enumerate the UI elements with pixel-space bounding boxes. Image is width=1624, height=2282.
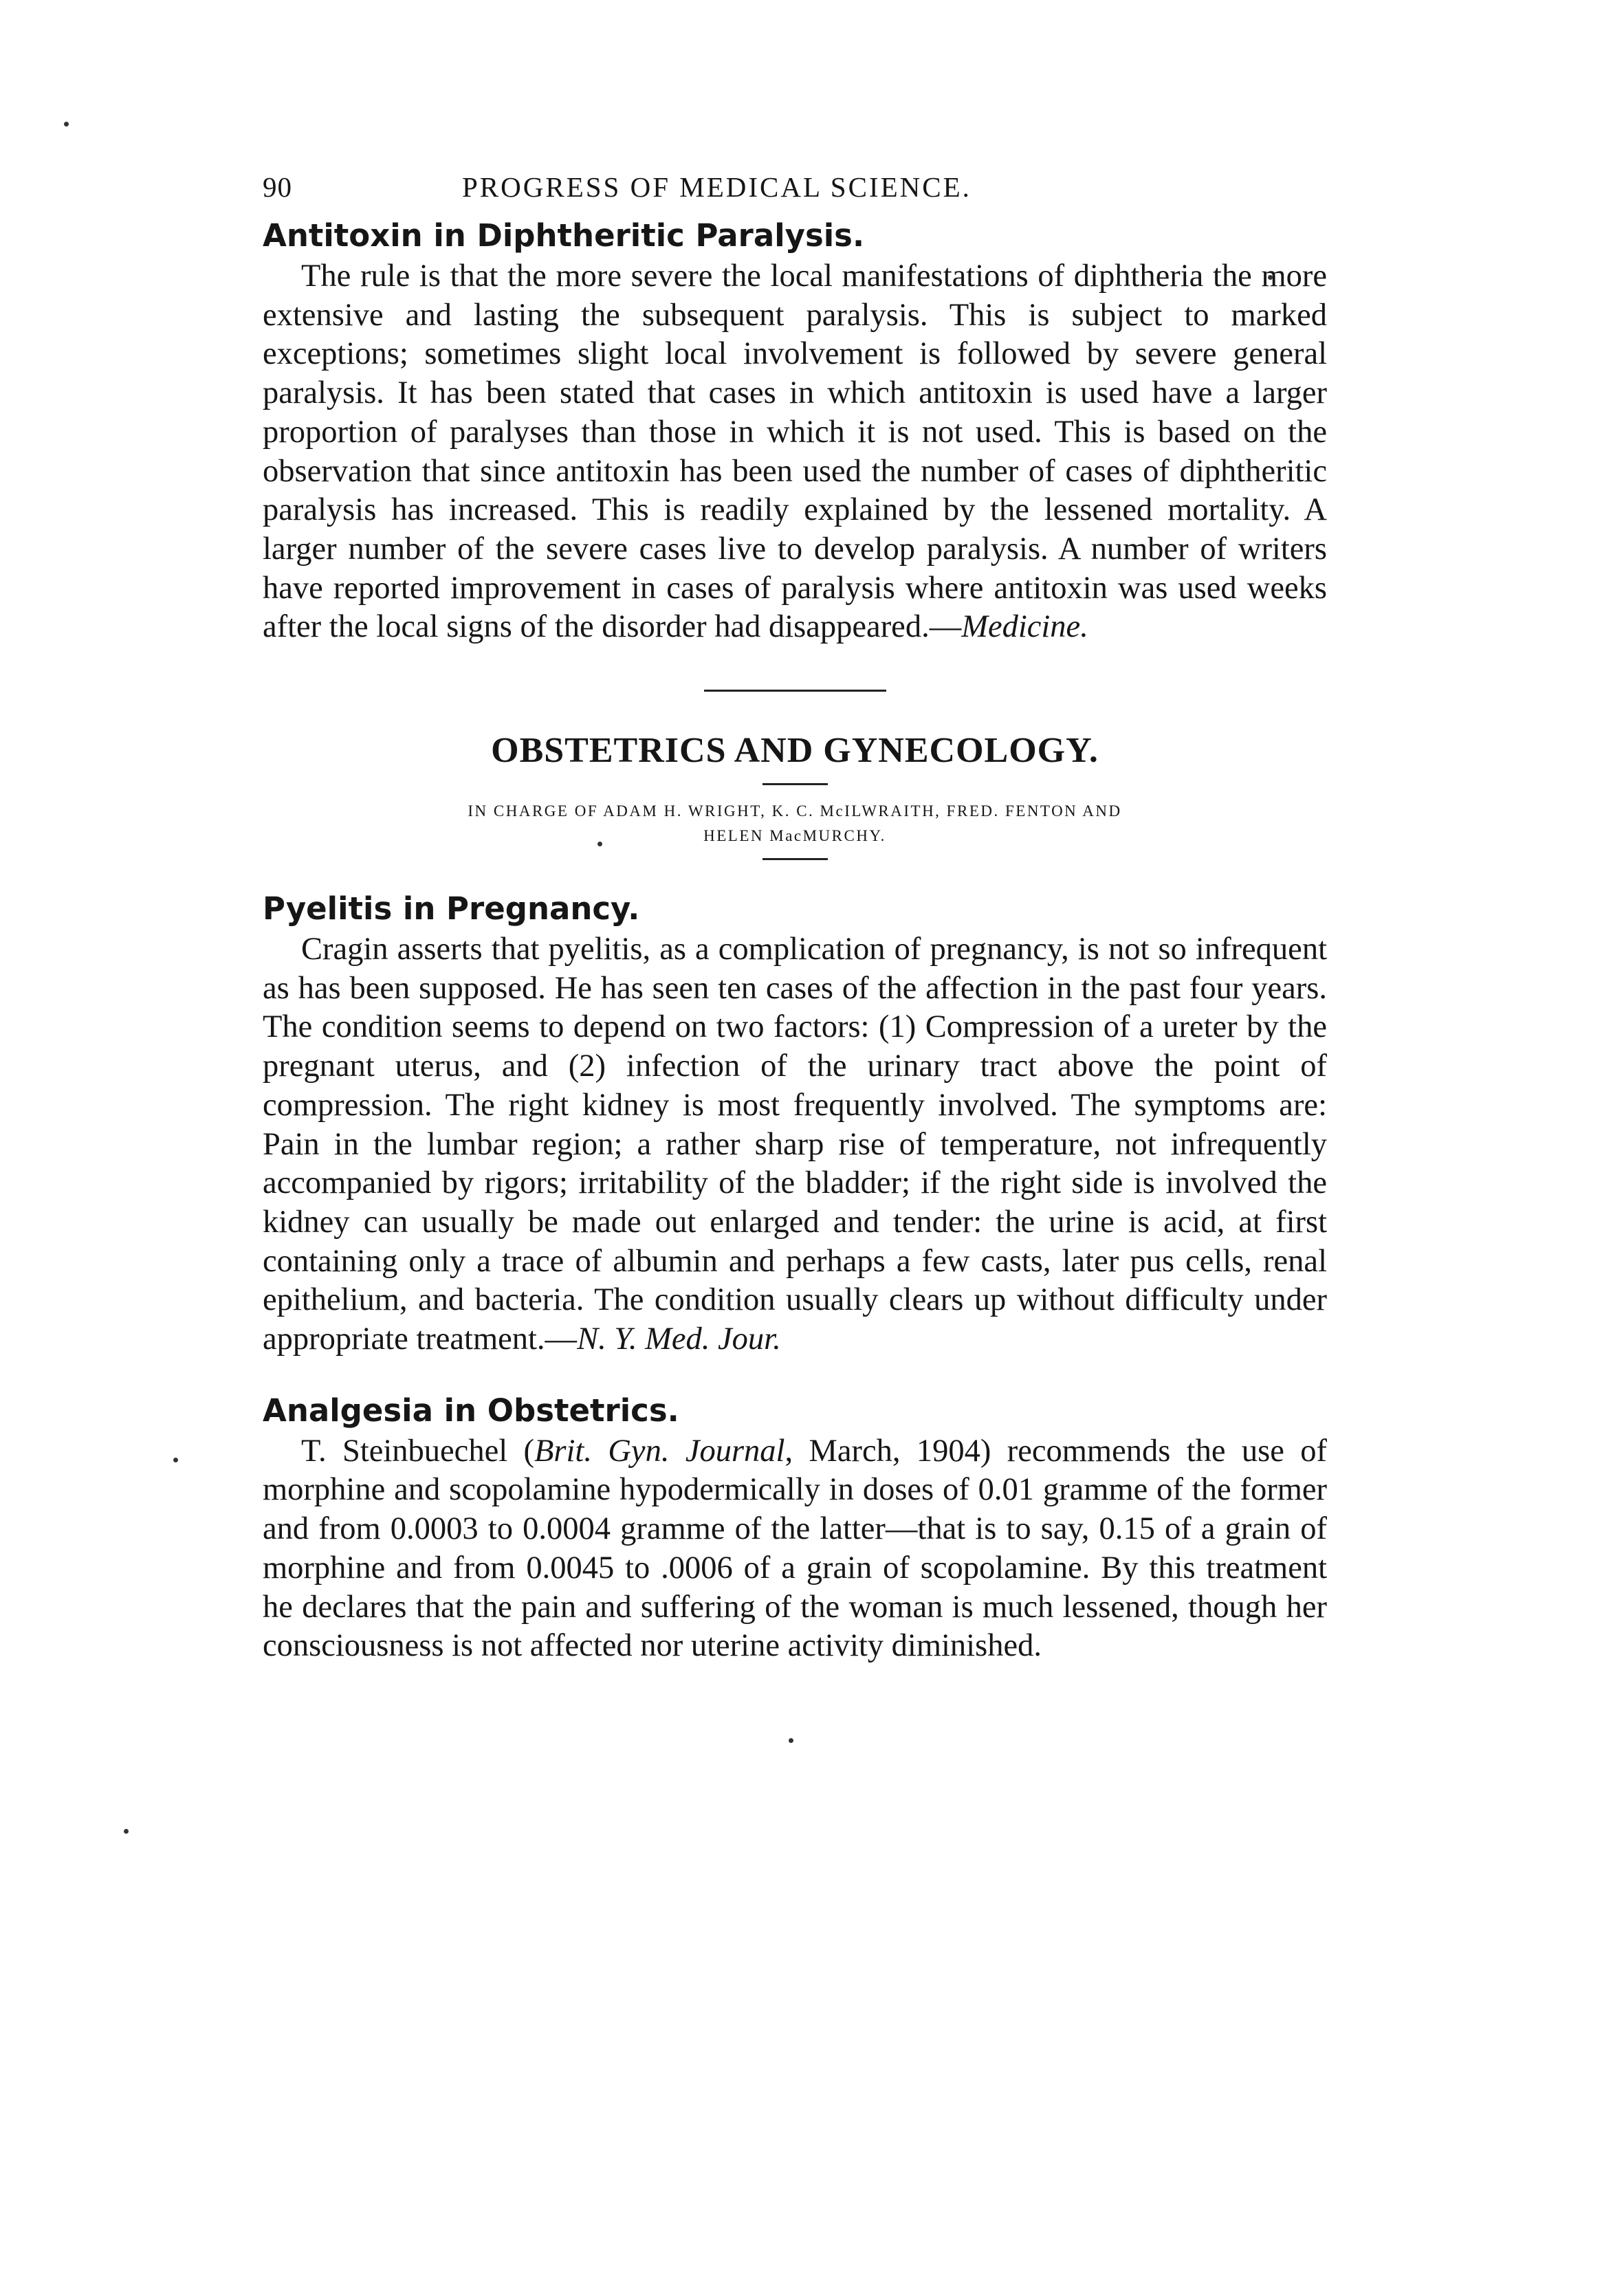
body-text: Cragin asserts that pyelitis, as a complication of pregnancy, is not so infrequent as has been supposed. He has seen ten cases of the affection in the past four years. The condition seems to depend on two factors: (1) Compression of a ureter by the pregnant uterus, and (2) infection of the urinary tract above the point of compression. The right kidney is most frequently involved. The symptoms are: Pain in the lumbar region; a rather sharp rise of temperature, not infrequently accompanied by rigors; irritability of the bladder; if the right side is involved the kidney can usually be made out enlarged and tender: the urine is acid, at first containing only a trace of albumin and perhaps a few casts, later pus cells, renal epithelium, and bacteria. The condition usually clears up without difficulty under appropriate treatment.—: [263, 932, 1327, 1357]
stray-mark: [124, 1829, 129, 1834]
department-heading: OBSTETRICS AND GYNECOLOGY.: [491, 731, 1099, 771]
editors-line-2: HELEN MacMURCHY.: [703, 827, 886, 845]
body-text-rest: , March, 1904) recommends the use of morphine and scopolamine hypodermically in doses of 0.01 gramme of the former and from 0.0003 to 0.0004 gramme of the latter—that is to say, 0.15 of a grain of morphine and from 0.0045 to .0006 of a grain of scopolamine. By this treatment he declares that the pain and suffering of the woman is much lessened, though her consciousness is not affected nor uterine activity diminished.: [263, 1433, 1327, 1664]
editors-line-1: IN CHARGE OF ADAM H. WRIGHT, K. C. McILWRAITH, FRED. FENTON AND: [468, 802, 1122, 820]
article-antitoxin: [263, 215, 1327, 647]
journal-citation: Brit. Gyn. Journal: [534, 1433, 785, 1469]
source-citation: N. Y. Med. Jour.: [577, 1321, 781, 1357]
stray-mark: [789, 1738, 793, 1743]
editors-rule: [762, 858, 828, 860]
article-body: [263, 257, 1327, 647]
article-title: Antitoxin in Diphtheritic Paralysis.: [263, 217, 865, 254]
body-text: The rule is that the more severe the local manifestations of diphtheria the more extensive and lasting the subsequent paralysis. This is subject to marked exceptions; sometimes slight local involvement is followed by severe general paralysis. It has been stated that cases in which antitoxin is used have a larger proportion of paralyses than those in which it is not used. This is based on the observation that since antitoxin has been used the number of cases of diphtheritic paralysis has increased. This is readily explained by the lessened mortality. A larger number of the severe cases live to develop paralysis. A number of writers have reported improvement in cases of paralysis where antitoxin was used weeks after the local signs of the disorder had disappeared.—: [263, 259, 1327, 645]
body-text-start: T. Steinbuechel (: [301, 1433, 534, 1469]
stray-mark: [64, 122, 69, 127]
stray-mark: [173, 1458, 178, 1462]
article-body: [263, 1432, 1327, 1666]
editors-line: [263, 799, 1327, 848]
running-head: [263, 171, 1327, 215]
source-citation: Medicine.: [961, 609, 1088, 645]
article-analgesia: [263, 1390, 1327, 1666]
page-number: 90: [263, 171, 292, 203]
section-divider: [704, 690, 886, 692]
heading-rule: [762, 783, 828, 785]
page-content: [263, 171, 1327, 1666]
article-body: [263, 930, 1327, 1359]
article-title: Pyelitis in Pregnancy.: [263, 890, 640, 928]
article-pyelitis: [263, 888, 1327, 1359]
article-title: Analgesia in Obstetrics.: [263, 1392, 679, 1429]
running-title: PROGRESS OF MEDICAL SCIENCE.: [462, 171, 972, 203]
